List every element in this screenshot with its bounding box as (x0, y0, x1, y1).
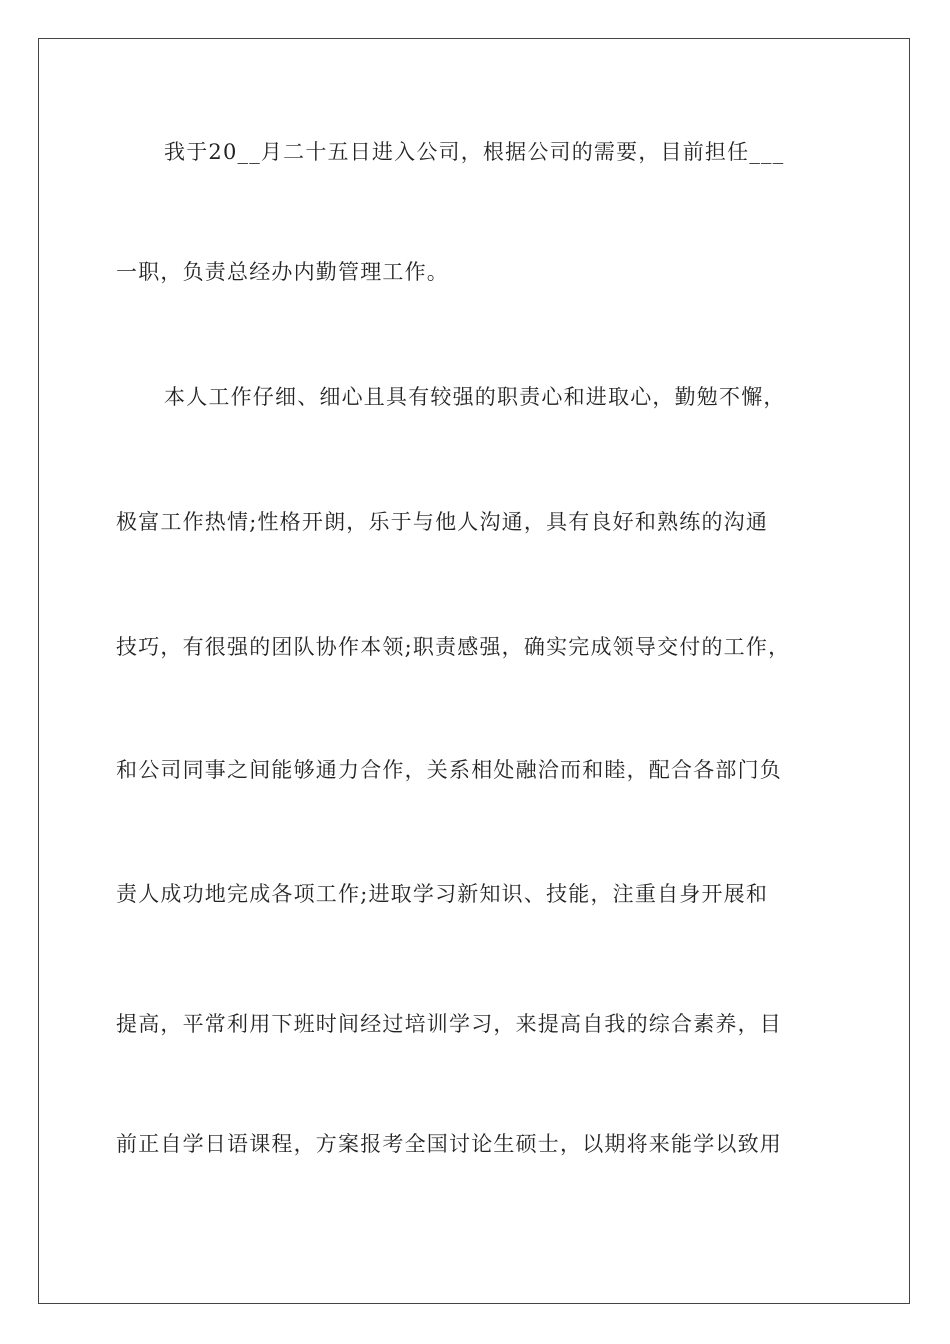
paragraph-2-line-3: 技巧，有很强的团队协作本领;职责感强，确实完成领导交付的工作， (116, 635, 791, 659)
paragraph-2-line-6: 提高，平常利用下班时间经过培训学习，来提高自我的综合素养，目 (116, 1012, 782, 1036)
paragraph-1-line-1: 我于20__月二十五日进入公司，根据公司的需要，目前担任___ (164, 140, 785, 164)
paragraph-2-line-1: 本人工作仔细、细心且具有较强的职责心和进取心，勤勉不懈， (164, 385, 786, 409)
paragraph-2-line-2: 极富工作热情;性格开朗，乐于与他人沟通，具有良好和熟练的沟通 (116, 510, 769, 534)
paragraph-2-line-5: 责人成功地完成各项工作;进取学习新知识、技能，注重自身开展和 (116, 882, 769, 906)
page-border (38, 38, 910, 1304)
paragraph-1-line-2: 一职，负责总经办内勤管理工作。 (116, 260, 449, 284)
paragraph-2-line-4: 和公司同事之间能够通力合作，关系相处融洽而和睦，配合各部门负 (116, 758, 782, 782)
paragraph-2-line-7: 前正自学日语课程，方案报考全国讨论生硕士，以期将来能学以致用 (116, 1132, 782, 1156)
